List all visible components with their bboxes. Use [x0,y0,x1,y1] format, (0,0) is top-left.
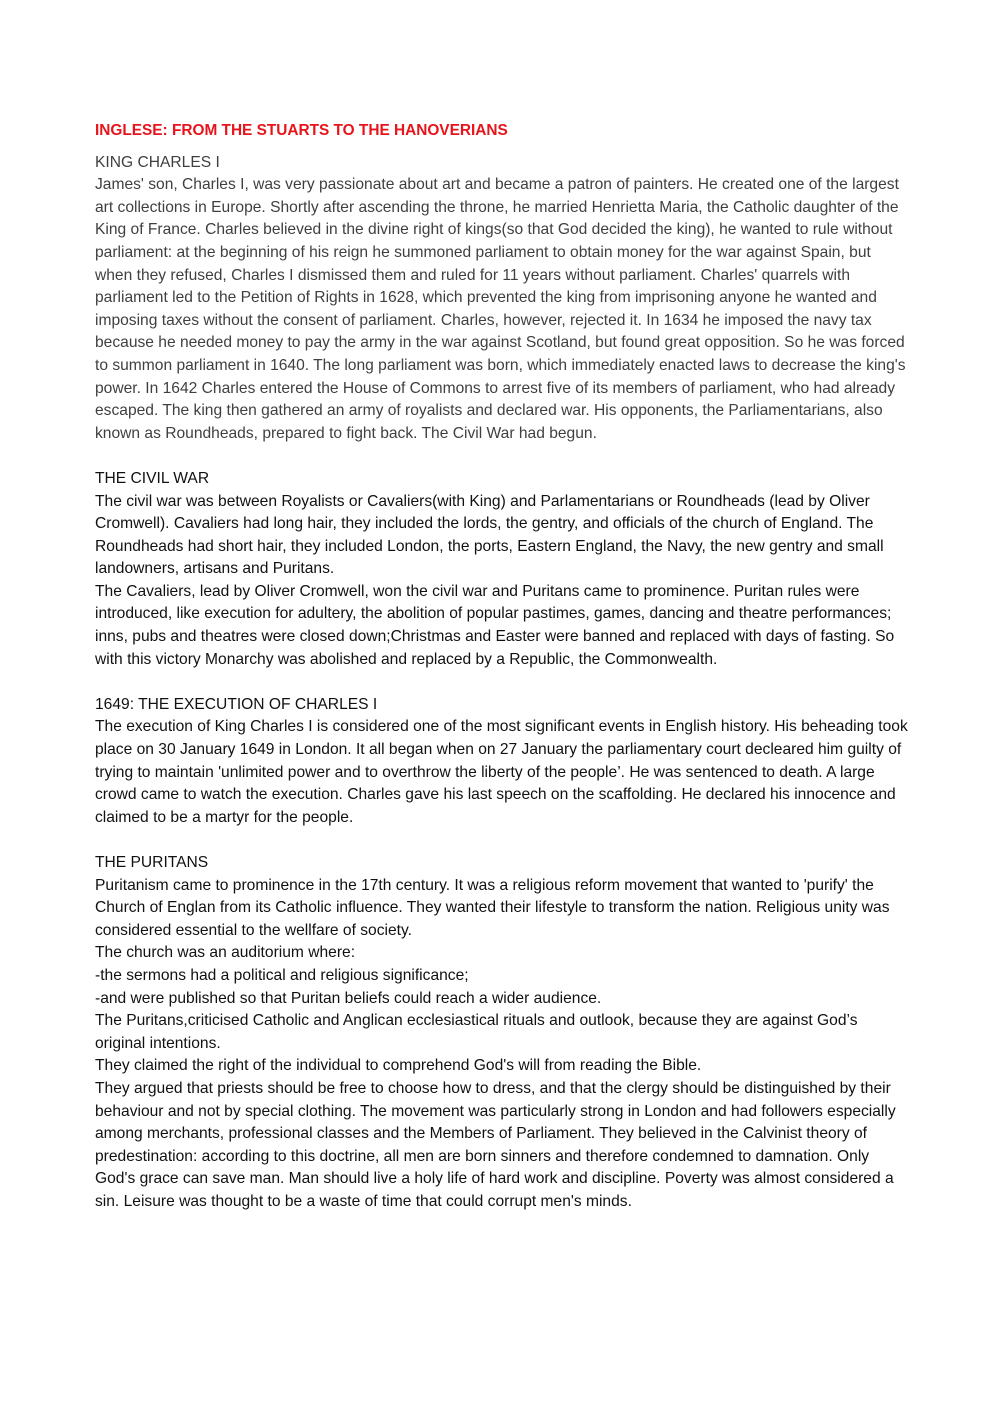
document-page [95,120,910,1236]
section-execution [95,694,910,830]
section-paragraph: The Puritans,criticised Catholic and Anglican ecclesiastical rituals and outlook, because they are against God’s original intentions. [95,1012,858,1052]
section-paragraph: The execution of King Charles I is considered one of the most significant events in English history. His beheading took place on 30 January 1649 in London. It all began when on 27 January the parliamentary court decleared him guilty of trying to maintain 'unlimited power and to overthrow the liberty of the people’. He was sentenced to death. A large crowd came to watch the execution. Charles gave his last speech on the scaffolding. He declared his innocence and claimed to be a martyr for the people. [95,718,908,826]
section-heading: THE PURITANS [95,854,209,871]
section-paragraph: The church was an auditorium where: [95,944,356,962]
document-title: INGLESE: FROM THE STUARTS TO THE HANOVERIANS [95,122,508,139]
section-paragraph: -the sermons had a political and religious significance; [95,966,469,984]
section-heading: THE CIVIL WAR [95,469,210,487]
section-heading: KING CHARLES I [95,153,220,171]
section-king-charles [95,152,910,446]
section-paragraph: The civil war was between Royalists or Cavaliers(with King) and Parlamentarians or Roundheads (lead by Oliver Cromwell). Cavaliers had long hair, they included the lords, the gentry, and officials of the church of England. The Roundheads had short hair, they included London, the ports, Eastern England, the Navy, the new gentry and small landowners, artisans and Puritans. [95,492,884,578]
section-heading: 1649: THE EXECUTION OF CHARLES I [95,695,378,713]
section-paragraph: The Cavaliers, lead by Oliver Cromwell, won the civil war and Puritans came to prominence. Puritan rules were introduced, like execution for adultery, the abolition of popular pastimes, games, dancing and theatre performances; inns, pubs and theatres were closed down;Christmas and Easter were banned and replaced with days of fasting. So with this victory Monarchy was abolished and replaced by a Republic, the Commonwealth. [95,582,895,668]
section-civil-war [95,468,910,671]
section-paragraph: -and were published so that Puritan beliefs could reach a wider audience. [95,989,602,1007]
section-paragraph: Puritanism came to prominence in the 17th century. It was a religious reform movement that wanted to 'purify' the Church of Englan from its Catholic influence. They wanted their lifestyle to transform the nation. Religious unity was considered essential to the wellfare of society. [95,876,890,939]
section-paragraph: They claimed the right of the individual to comprehend God's will from reading the Bible. [95,1057,702,1075]
section-puritans [95,852,910,1214]
section-paragraph: James' son, Charles I, was very passionate about art and became a patron of painters. He created one of the largest art collections in Europe. Shortly after ascending the throne, he married Henrietta Maria, the Catholic daughter of the King of France. Charles believed in the divine right of kings(so that God decided the king), he wanted to rule without parliament: at the beginning of his reign he summoned parliament to obtain money for the war against Spain, but when they refused, Charles I dismissed them and ruled for 11 years without parliament. Charles' quarrels with parliament led to the Petition of Rights in 1628, which prevented the king from imprisoning anyone he wanted and imposing taxes without the consent of parliament. Charles, however, rejected it. In 1634 he imposed the navy tax because he needed money to pay the army in the war against Scotland, but found great opposition. So he was forced to summon parliament in 1640. The long parliament was born, which immediately enacted laws to decrease the king's power. In 1642 Charles entered the House of Commons to arrest five of its members of parliament, who had already escaped. The king then gathered an army of royalists and declared war. His opponents, the Parliamentarians, also known as Roundheads, prepared to fight back. The Civil War had begun. [95,176,906,442]
section-paragraph: They argued that priests should be free to choose how to dress, and that the clergy should be distinguished by their behaviour and not by special clothing. The movement was particularly strong in London and had followers especially among merchants, professional classes and the Members of Parliament. They believed in the Calvinist theory of predestination: according to this doctrine, all men are born sinners and therefore condemned to damnation. Only God's grace can save man. Man should live a holy life of hard work and discipline. Poverty was almost considered a sin. Leisure was thought to be a waste of time that could corrupt men's minds. [95,1079,896,1210]
